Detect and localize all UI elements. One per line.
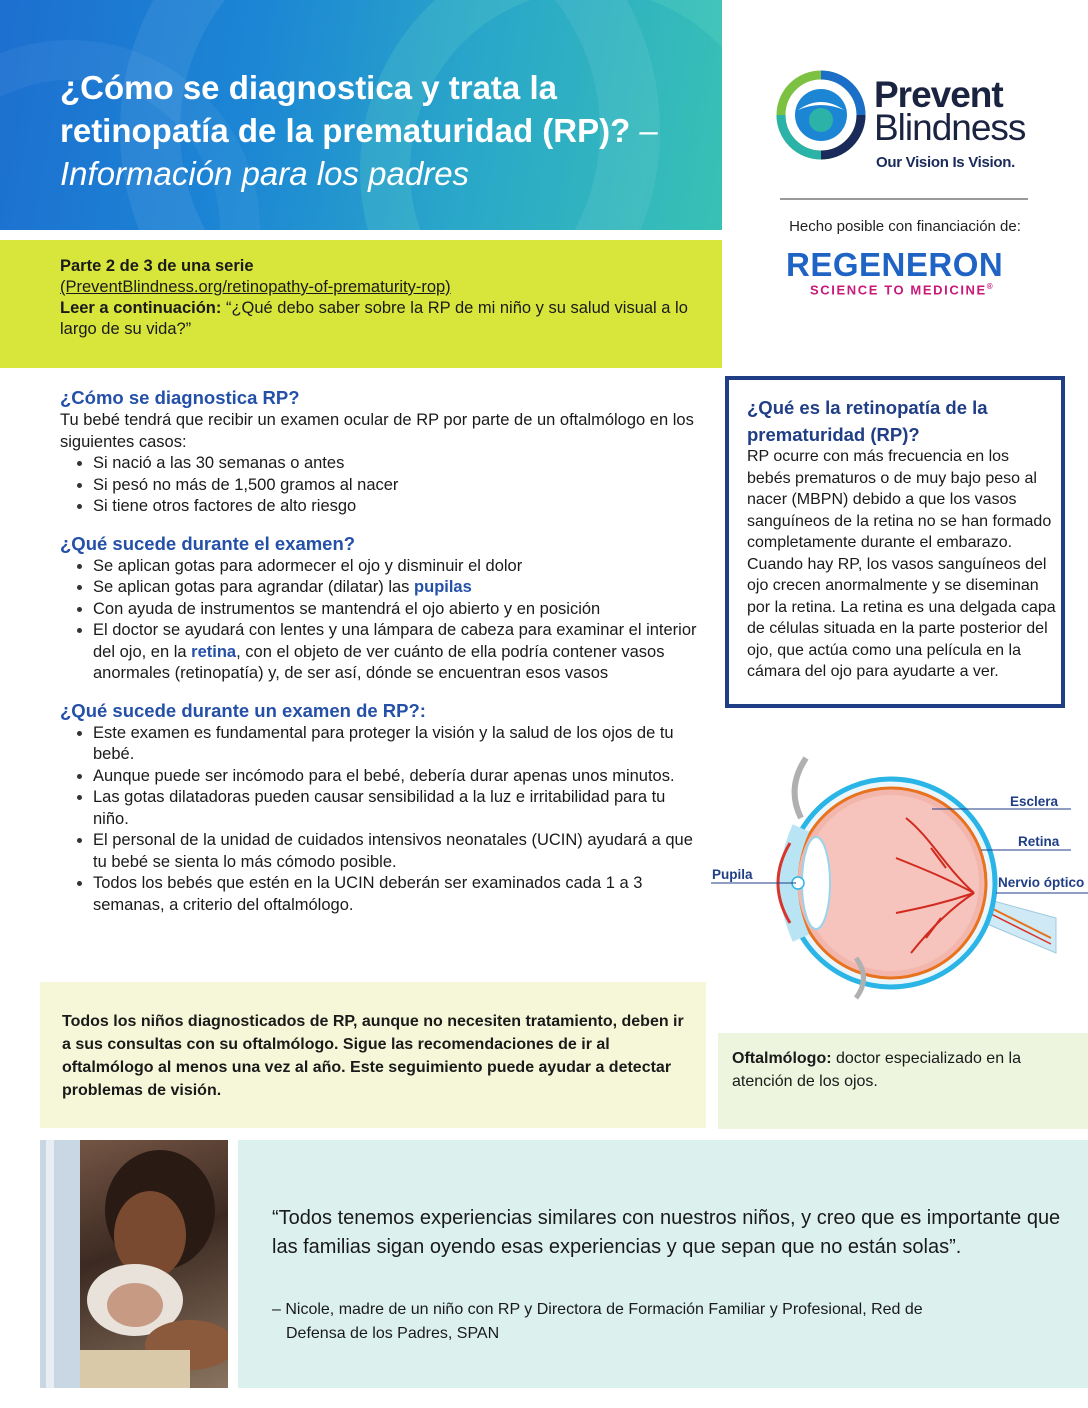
list-item: • El doctor se ayudará con lentes y una lámpara de cabeza para examinar el interior del ojo, en la retina, con el objeto de ver cuánto de ella podría contener vasos anormales (retinopatía) y, de ser así, dónde se encuentran esos vasos [93, 620, 700, 685]
photo-illustration [40, 1140, 228, 1388]
read-next-text: “¿Qué debo saber sobre la RP de mi niño y su salud visual a lo largo de su vida?” [60, 299, 688, 338]
page-title-main: ¿Cómo se diagnostica y trata la retinopatía de la prematuridad (RP)? [60, 69, 631, 149]
series-link[interactable]: (PreventBlindness.org/retinopathy-of-prematurity-rop) [60, 278, 451, 296]
term-pupilas: pupilas [414, 578, 472, 596]
quote-attribution [272, 1298, 1032, 1346]
label-nervio-optico: Nervio óptico [998, 875, 1085, 890]
quote-attribution-line2: Defensa de los Padres, SPAN [286, 1325, 500, 1342]
label-retina: Retina [1018, 834, 1060, 849]
regeneron-name: REGENERON [786, 246, 1004, 283]
rp-exam-list [60, 723, 700, 917]
list-item: • Con ayuda de instrumentos se mantendrá el ojo abierto y en posición [93, 599, 700, 621]
list-item: • Este examen es fundamental para proteger la visión y la salud de los ojos de tu bebé. [93, 723, 700, 766]
divider [780, 198, 1028, 200]
list-item: • Se aplican gotas para adormecer el ojo y disminuir el dolor [93, 556, 700, 578]
logo-word-prevent: Prevent [874, 74, 1003, 115]
follow-up-note [40, 982, 706, 1128]
glossary-definition: doctor especializado en la atención de los ojos. [732, 1050, 1021, 1090]
list-item: • Aunque puede ser incómodo para el bebé, debería durar apenas unos minutos. [93, 766, 700, 788]
list-item: • Se aplican gotas para agrandar (dilatar) las pupilas [93, 577, 700, 599]
series-box [0, 240, 722, 368]
quote-attribution-line1: – Nicole, madre de un niño con RP y Directora de Formación Familiar y Profesional, Red de [272, 1301, 923, 1318]
funded-by-text: Hecho posible con financiación de: [789, 218, 1021, 235]
regeneron-tagline: SCIENCE TO MEDICINE® [810, 282, 995, 298]
page-title-sub: – Información para los padres [60, 112, 658, 192]
mother-baby-photo [40, 1140, 228, 1388]
eye-diagram [706, 748, 1088, 1008]
glossary-box [718, 1033, 1088, 1129]
quote-text: “Todos tenemos experiencias similares con nuestros niños, y creo que es importante que las familias sigan oyendo esas experiencias y que sepan que no están solas”. [272, 1207, 1061, 1258]
page-title [60, 66, 700, 195]
main-column [60, 386, 700, 930]
section-heading-diagnosis: ¿Cómo se diagnostica RP? [60, 387, 300, 408]
prevent-blindness-logo [776, 68, 1046, 178]
read-next-label: Leer a continuación: [60, 299, 222, 317]
label-esclera: Esclera [1010, 794, 1059, 809]
glossary-term: Oftalmólogo: [732, 1050, 832, 1067]
label-pupila: Pupila [712, 867, 753, 882]
diagnosis-list [60, 453, 700, 518]
section-heading-exam: ¿Qué sucede durante el examen? [60, 532, 356, 554]
definition-box [725, 376, 1065, 708]
list-item: • El personal de la unidad de cuidados intensivos neonatales (UCIN) ayudará a que tu bebé se sienta lo más cómodo posible. [93, 830, 700, 873]
list-item: • Las gotas dilatadoras pueden causar sensibilidad a la luz e irritabilidad para tu niño. [93, 787, 700, 830]
definition-heading: ¿Qué es la retinopatía de la prematuridad (RP)? [747, 397, 988, 445]
logo-word-blindness: Blindness [874, 107, 1026, 148]
regeneron-logo [786, 248, 1026, 297]
list-item: • Si pesó no más de 1,500 gramos al nacer [93, 475, 700, 497]
eye-logo-icon [776, 70, 866, 160]
list-item: • Si tiene otros factores de alto riesgo [93, 496, 700, 518]
logo-wordmark [874, 74, 1026, 148]
glossary-text [732, 1047, 1072, 1093]
exam-list [60, 556, 700, 685]
logo-tagline: Our Vision Is Vision. [876, 154, 1016, 171]
series-part: Parte 2 de 3 de una serie [60, 257, 254, 275]
testimonial-quote [238, 1140, 1088, 1388]
term-retina: retina [191, 642, 237, 661]
section-intro: Tu bebé tendrá que recibir un examen ocular de RP por parte de un oftalmólogo en los siguientes casos: [60, 411, 694, 451]
follow-up-note-text: Todos los niños diagnosticados de RP, aunque no necesiten tratamiento, deben ir a sus consultas con su oftalmólogo. Sigue las recomendaciones de ir al oftalmólogo al menos una vez al año. Este seguimiento puede ayudar a detectar problemas de visión. [62, 1013, 684, 1099]
header-banner [0, 0, 722, 230]
list-item: • Todos los bebés que estén en la UCIN deberán ser examinados cada 1 a 3 semanas, a criterio del oftalmólogo. [93, 873, 700, 916]
section-heading-rp-exam: ¿Qué sucede durante un examen de RP?: [60, 699, 426, 721]
list-item: • Si nació a las 30 semanas o antes [93, 453, 700, 475]
definition-body: RP ocurre con más frecuencia en los bebés prematuros o de muy bajo peso al nacer (MBPN) debido a que los vasos sanguíneos de la retina no se han formado completamente durante el embarazo. Cuando hay RP, los vasos sanguíneos del ojo crecen anormalmente y se diseminan por la retina. La retina es una delgada capa de células situada en la parte posterior del ojo, que actúa como una película en la cámara del ojo para ayudarte a ver. [747, 448, 1056, 680]
